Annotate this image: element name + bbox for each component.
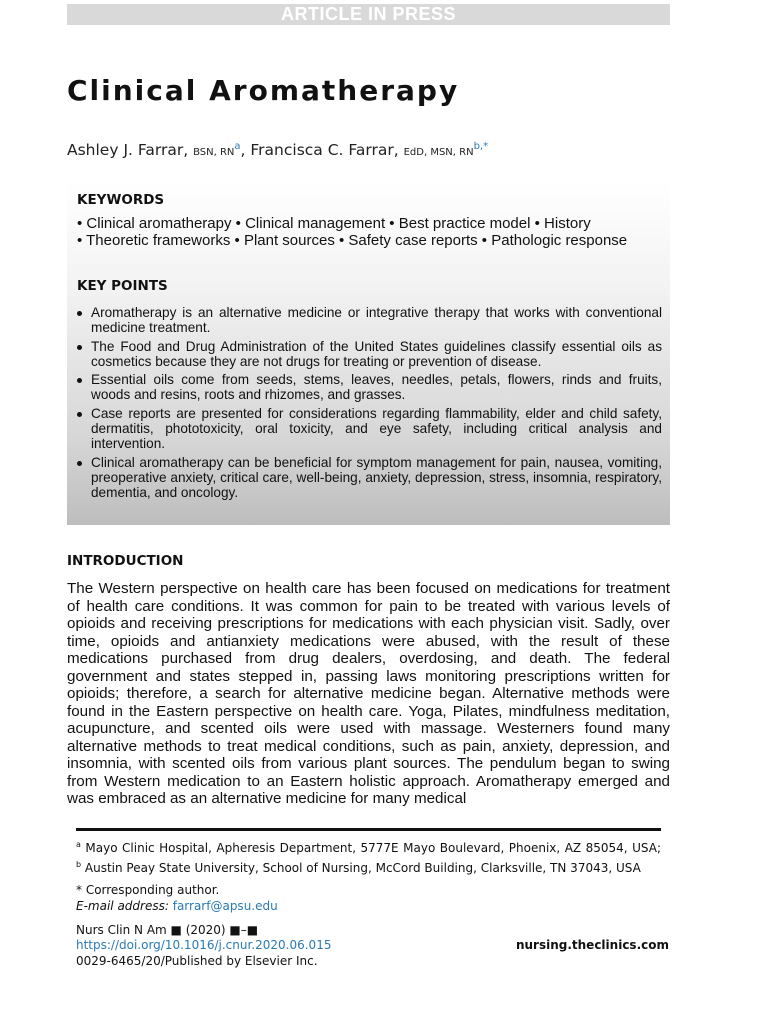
author-2-name: , Francisca C. Farrar, (240, 141, 399, 160)
bullet-icon (77, 461, 82, 466)
email-label: E-mail address: (76, 899, 169, 913)
introduction-heading: INTRODUCTION (67, 553, 184, 569)
copyright-line: 0029-6465/20/Published by Elsevier Inc. (76, 954, 318, 968)
journal-website[interactable]: nursing.theclinics.com (515, 938, 669, 952)
doi-link[interactable]: https://doi.org/10.1016/j.cnur.2020.06.015 (76, 938, 332, 952)
key-point-item: Essential oils come from seeds, stems, leaves, needles, petals, flowers, rinds and fruits, woods and resins, roots and rhizomes, and grasses. (77, 372, 662, 403)
keywords-keypoints-box (67, 181, 670, 525)
bullet-icon (77, 345, 82, 350)
bullet-icon (77, 412, 82, 417)
affiliations-footnote: $^a$ Mayo Clinic Hospital, Apheresis Department, 5777E Mayo Boulevard, Phoenix, AZ 85054, USA; $^b$ Austin Peay State University, School of Nursing, McCord Building, Clarksville, TN 37043, USA (76, 840, 661, 875)
footnote-divider (76, 828, 661, 831)
email-line (76, 899, 278, 913)
email-link[interactable]: farrarf@apsu.edu (172, 899, 278, 913)
key-point-item: Case reports are presented for considerations regarding flammability, elder and child safety, dermatitis, phototoxicity, oral toxicity, and eye safety, including critical analysis and intervention. (77, 406, 662, 452)
bullet-icon (77, 378, 82, 383)
doi-line (76, 938, 331, 952)
author-2-affiliation-mark[interactable]: b,* (473, 141, 489, 152)
article-title: Clinical Aromatherapy (67, 74, 460, 107)
corresponding-author-note: * Corresponding author. (76, 883, 220, 897)
keywords-line-1: • Clinical aromatherapy • Clinical management • Best practice model • History (77, 215, 591, 232)
author-line (67, 141, 488, 159)
author-1-affiliation-mark[interactable]: a (234, 141, 241, 152)
key-point-item: Aromatherapy is an alternative medicine or integrative therapy that works with conventional medicine treatment. (77, 305, 662, 336)
key-points-list (77, 305, 662, 504)
introduction-paragraph: The Western perspective on health care has been focused on medications for treatment of health care conditions. It was common for pain to be treated with various levels of opioids and receiving prescriptions for medications with each physician visit. Sadly, over time, opioids and antianxiety medications were abused, with the result of these medications purchased from drug dealers, overdosing, and death. The federal government and states stepped in, passing laws monitoring prescriptions written for opioids; therefore, a search for alternative medicine began. Alternative methods were found in the Eastern perspective on health care. Yoga, Pilates, mindfulness meditation, acupuncture, and scented oils were used with massage. Westerners found many alternative methods to treat medical conditions, such as pain, anxiety, depression, and insomnia, with scented oils from various plant sources. The pendulum began to swing from Western medication to an Eastern holistic approach. Aromatherapy emerged and was embraced as an alternative medicine for many medical (67, 580, 670, 807)
bullet-icon (77, 311, 82, 316)
key-point-item: The Food and Drug Administration of the United States guidelines classify essential oils as cosmetics because they are not drugs for treating or prevention of disease. (77, 339, 662, 370)
key-point-item: Clinical aromatherapy can be beneficial for symptom management for pain, nausea, vomiting, preoperative anxiety, critical care, well-being, anxiety, depression, stress, insomnia, respiratory, dementia, and oncology. (77, 455, 662, 501)
article-in-press-banner: ARTICLE IN PRESS (67, 4, 670, 25)
keywords-heading: KEYWORDS (77, 192, 165, 208)
journal-citation: Nurs Clin N Am ■ (2020) ■–■ (76, 923, 259, 937)
author-1-name: Ashley J. Farrar, (67, 141, 189, 160)
keywords-line-2: • Theoretic frameworks • Plant sources • Safety case reports • Pathologic response (77, 232, 628, 249)
key-points-heading: KEY POINTS (77, 278, 168, 294)
author-2-credentials: EdD, MSN, RN (403, 147, 474, 159)
author-1-credentials: BSN, RN (193, 147, 235, 159)
